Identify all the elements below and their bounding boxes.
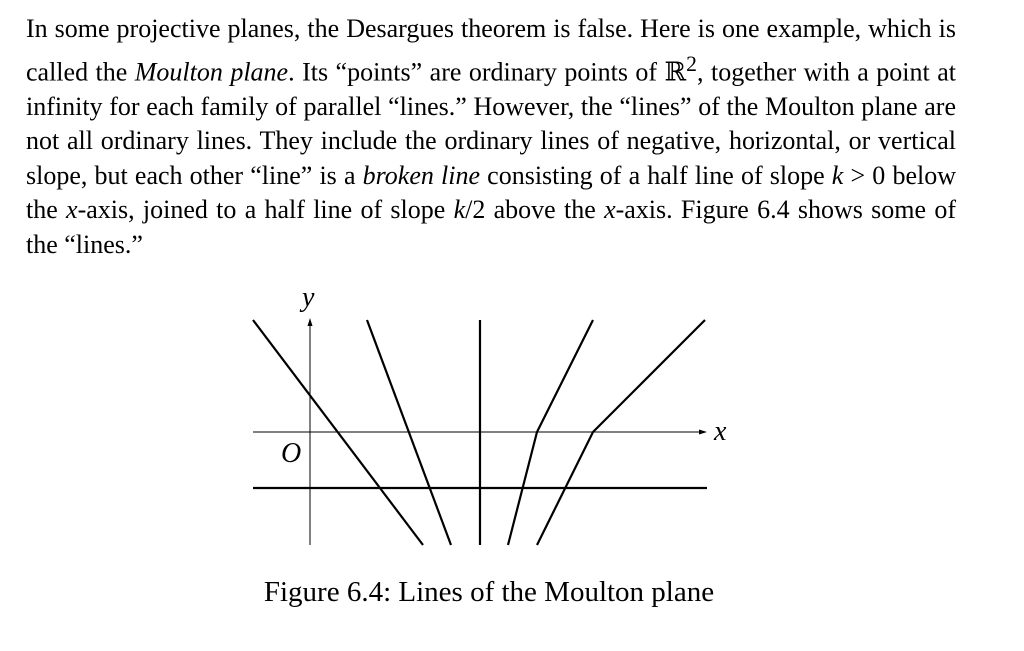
paragraph-text: . Its “points” are ordinary points of ℝ [288, 57, 687, 87]
paragraph-text: -axis, joined to a half line of slope [77, 195, 454, 225]
term-moulton-plane: Moulton plane [134, 57, 289, 87]
math-x: x [604, 195, 616, 225]
x-axis-arrowhead [699, 430, 707, 435]
origin-label: O [281, 438, 302, 469]
superscript: 2 [686, 51, 697, 76]
paragraph-text: consisting of a half line of slope [480, 160, 832, 190]
paragraph-text: > 0 below the [26, 160, 956, 225]
y-axis-label: y [302, 282, 315, 313]
math-x: x [66, 195, 78, 225]
paragraph-text: -axis. Figure 6.4 shows some of the “lines.” [26, 195, 956, 259]
math-k: k [453, 195, 466, 225]
moulton-plane-figure [0, 280, 1024, 570]
math-k: k [831, 160, 844, 190]
paragraph-text: /2 above the [465, 195, 605, 225]
term-broken-line: broken line [362, 160, 481, 190]
body-paragraph [26, 12, 956, 262]
y-axis-arrowhead [308, 318, 313, 326]
x-axis-label: x [714, 416, 727, 447]
paragraph-text: In some projective planes, the Desargues theorem is false. Here is one example, which is called the [26, 14, 956, 87]
paragraph-text: , together with a point at infinity for each family of parallel “lines.” However, the “lines” of the Moulton plane are not all ordinary lines. They include the ordinary lines of negative, horizontal, or vertical slope, but each other “line” is a [26, 57, 956, 190]
figure-svg [0, 280, 1024, 570]
figure-caption: Figure 6.4: Lines of the Moulton plane [263, 576, 715, 608]
